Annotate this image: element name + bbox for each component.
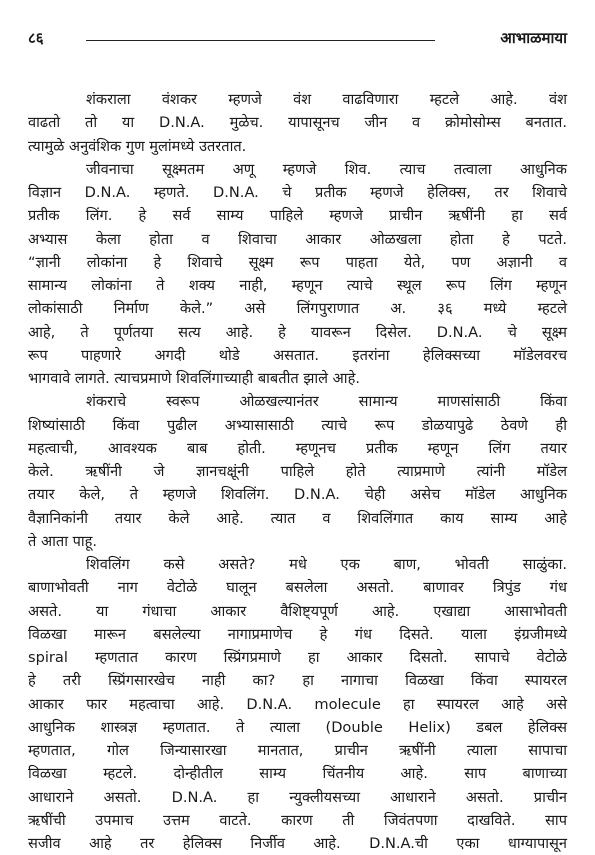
text-line: आधाराने असतो. D.N.A. हा न्युक्लीयसच्या आधाराने असतो. प्राचीन [28, 788, 567, 806]
text-line: सजीव आहे तर हेलिक्स निर्जीव आहे. D.N.A.ची एका धाग्यापासून [28, 835, 567, 852]
text-line: शंकराला वंशकर म्हणजे वंश वाढविणारा म्हटले आहे. वंश [86, 91, 567, 108]
text-line: बाणाभोवती नाग वेटोळे घालून बसलेला असतो. बाणावर त्रिपुंड गंध [28, 579, 567, 597]
text-line: “ज्ञानी लोकांना हे शिवाचे सूक्ष्म रूप पाहता येते, पण अज्ञानी व [28, 253, 567, 271]
page-number: ८६ [28, 29, 44, 47]
page-header [28, 28, 567, 52]
text-line: प्रतीक लिंग. हे सर्व साम्य पाहिले म्हणजे प्राचीन ऋषींनी हा सर्व [28, 207, 567, 225]
text-line: spiral म्हणतात कारण स्प्रिंगप्रमाणे हा आकार दिसतो. सापाचे वेटोळे [28, 649, 567, 666]
text-line: लोकांसाठी निर्माण केले.” असे लिंगपुराणात अ. ३६ मध्ये म्हटले [28, 300, 567, 318]
text-line: विळखा म्हटले. दोन्हीतील साम्य चिंतनीय आहे. साप बाणाच्या [28, 765, 567, 783]
text-line: ऋषींची उपमाच उत्तम वाटते. कारण ती जिवंतपणा दाखविते. साप [28, 811, 567, 829]
text-line: शिष्यांसाठी किंवा पुढील अभ्यासासाठी त्याचे रूप डोळयापुढे ठेवणे ही [28, 416, 567, 434]
text-line: भागवावे लागते. त्याचप्रमाणे शिवलिंगाच्याही बाबतीत झाले आहे. [28, 370, 360, 387]
text-line: शिवलिंग कसे असते? मधे एक बाण, भोवती साळुंका. [86, 556, 567, 573]
text-line: सामान्य लोकांना ते शक्य नाही, म्हणून त्याचे स्थूल रूप लिंग म्हणून [28, 277, 567, 294]
body-text [28, 88, 567, 855]
text-line: रूप पाहणारे अगदी थोडे असतात. इतरांना हेलिक्सच्या मॉडेलवरच [28, 346, 567, 364]
text-line: वाढतो तो या D.N.A. मुळेच. यापासूनच जीन व क्रोमोसोम्स बनतात. [28, 114, 567, 132]
text-line: हे तरी स्प्रिंगसारखेच नाही का? हा नागाचा विळखा किंवा स्पायरल [28, 672, 567, 690]
text-line: तयार केले, ते म्हणजे शिवलिंग. D.N.A. चेही असेच मॉडेल आधुनिक [28, 486, 567, 504]
text-line: अभ्यास केला होता व शिवाचा आकार ओळखला होता हे पटते. [28, 230, 567, 248]
text-line: ते आता पाहू. [28, 532, 98, 550]
text-line: जीवनाचा सूक्ष्मतम अणू म्हणजे शिव. त्याच तत्वाला आधुनिक [86, 160, 567, 178]
text-line: केले. ऋषींनी जे ज्ञानचक्षूंनी पाहिले होते त्याप्रमाणे त्यांनी मॉडेल [28, 463, 567, 480]
header-rule [86, 40, 435, 41]
text-line: विळखा मारून बसलेल्या नागाप्रमाणेच हे गंध दिसते. याला इंग्रजीमध्ये [28, 625, 567, 643]
text-line: विज्ञान D.N.A. म्हणते. D.N.A. चे प्रतीक म्हणजे हेलिक्स, तर शिवाचे [28, 184, 567, 201]
text-line: महत्वाची, आवश्यक बाब होती. म्हणूनच प्रतीक म्हणून लिंग तयार [28, 439, 567, 457]
text-line: आहे, ते पूर्णतया सत्य आहे. हे यावरून दिसेल. D.N.A. चे सूक्ष्म [28, 323, 567, 341]
text-line: शंकराचे स्वरूप ओळखल्यानंतर सामान्य माणसांसाठी किंवा [86, 393, 567, 411]
text-line: म्हणतात, गोल जिन्यासारखा मानतात, प्राचीन ऋषींनी त्याला सापाचा [28, 742, 567, 759]
text-line: वैज्ञानिकांनी तयार केले आहे. त्यात व शिवलिंगात काय साम्य आहे [28, 509, 567, 527]
text-line: आधुनिक शास्त्रज्ञ म्हणतात. ते त्याला (Double Helix) डबल हेलिक्स [28, 718, 567, 736]
text-line: आकार फार महत्वाचा आहे. D.N.A. molecule हा स्पायरल आहे असे [28, 695, 567, 713]
text-line: असते. या गंधाचा आकार वैशिष्ट्यपूर्ण आहे. एखाद्या आसाभोवती [28, 602, 567, 620]
running-title: आभाळमाया [500, 29, 567, 47]
text-line: त्यामुळे अनुवंशिक गुण मुलांमध्ये उतरतात. [28, 137, 247, 155]
